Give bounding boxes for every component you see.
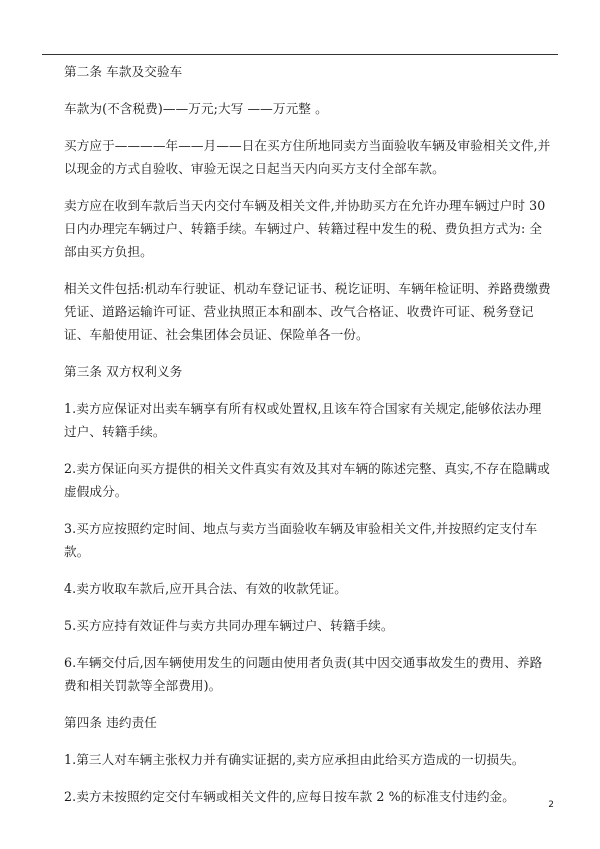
list-item: 2.卖方未按照约定交付车辆或相关文件的,应每日按车款 2 %的标准支付违约金。 [64, 789, 515, 804]
paragraph: 卖方应在收到车款后当天内交付车辆及相关文件,并协助买方在允许办理车辆过户时 30 日内办理完车辆过户、转籍手续。车辆过户、转籍过程中发生的税、费负担方式为: 全部由买方负担。 [64, 198, 546, 259]
header-rule [42, 54, 558, 55]
list-item: 5.买方应持有效证件与卖方共同办理车辆过户、转籍手续。 [64, 618, 394, 633]
paragraph: 车款为(不含税费)——万元;大写 ——万元整 。 [64, 101, 328, 116]
paragraph: 买方应于————年——月——日在买方住所地同卖方当面验收车辆及审验相关文件,并以现金的方式自验收、审验无误之日起当天内向买方支付全部车款。 [64, 138, 551, 176]
document-body [64, 60, 552, 808]
list-item: 1.卖方应保证对出卖车辆享有所有权或处置权,且该车符合国家有关规定,能够依法办理过户、转籍手续。 [64, 401, 542, 439]
section-4-heading: 第四条 违约责任 [64, 715, 157, 730]
section-2-heading: 第二条 车款及交验车 [64, 64, 183, 79]
list-item: 3.买方应按照约定时间、地点与卖方当面验收车辆及审验相关文件,并按照约定支付车款。 [64, 521, 538, 559]
section-3-heading: 第三条 双方权利义务 [64, 364, 183, 379]
list-item: 1.第三人对车辆主张权力并有确实证据的,卖方应承担由此给买方造成的一切损失。 [64, 752, 525, 767]
list-item: 4.卖方收取车款后,应开具合法、有效的收款凭证。 [64, 581, 347, 596]
page-number: 2 [548, 800, 554, 810]
list-item: 2.卖方保证向买方提供的相关文件真实有效及其对车辆的陈述完整、真实,不存在隐瞒或虚假成分。 [64, 461, 550, 499]
paragraph: 相关文件包括:机动车行驶证、机动车登记证书、税讫证明、车辆年检证明、养路费缴费凭证、道路运输许可证、营业执照正本和副本、改气合格证、收费许可证、税务登记证、车船使用证、社会集团体会员证、保险单各一份。 [64, 281, 551, 342]
list-item: 6.车辆交付后,因车辆使用发生的问题由使用者负责(其中因交通事故发生的费用、养路费和相关罚款等全部费用)。 [64, 655, 543, 693]
